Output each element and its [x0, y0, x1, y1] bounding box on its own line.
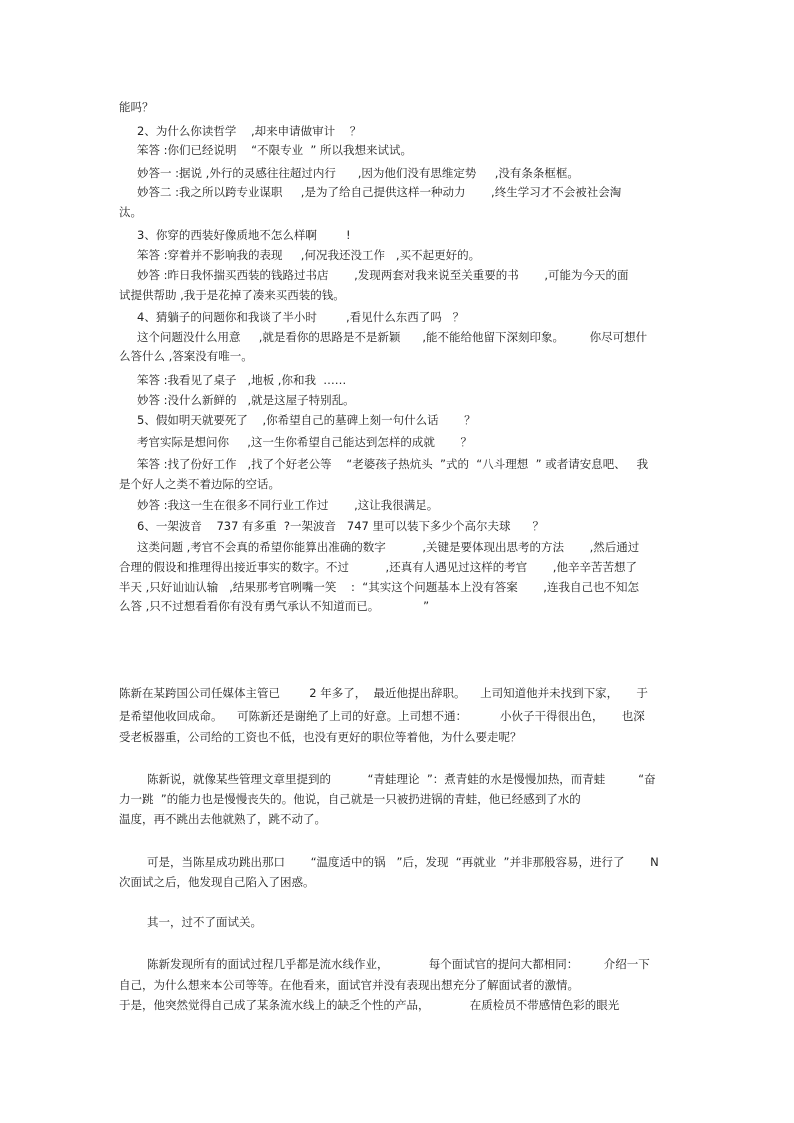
- answer-line: 么答 ,只不过想看看你有没有勇气承认不知道而已。 ”: [119, 599, 430, 613]
- answer-line: 么答什么 ,答案没有唯一。: [119, 349, 253, 363]
- question-heading: 3、你穿的西装好像质地不怎么样啊 !: [137, 228, 351, 242]
- paragraph-line: 陈新说，就像某些管理文章里提到的 “青蛙理论 ”：煮青蛙的水是慢慢加热，而青蛙 “奋: [147, 772, 656, 786]
- answer-line: 笨答 :我看见了桌子 ,地板 ,你和我 ……: [137, 373, 347, 387]
- answer-line: 妙答 :我这一生在很多不同行业工作过 ,这让我很满足。: [137, 498, 439, 512]
- paragraph-line: 陈新在某跨国公司任媒体主管已 2 年多了， 最近他提出辞职。 上司知道他并未找到下家， 于: [119, 686, 648, 700]
- answer-line: 妙答 :没什么新鲜的 ,就是这屋子特别乱。: [137, 393, 355, 407]
- answer-line: 妙答一 :据说 ,外行的灵感往往超过内行 ,因为他们没有思维定势 ,没有条条框框。: [137, 166, 579, 180]
- answer-line: 妙答 :昨日我怀揣买西装的钱路过书店 ,发现两套对我来说至关重要的书 ,可能为今天的面: [137, 268, 629, 282]
- question-heading: 2、为什么你读哲学 ,却来申请做审计 ？: [137, 124, 362, 138]
- answer-line: 这类问题 ,考官不会真的希望你能算出准确的数字 ,关键是要体现出思考的方法 ,然后通过: [137, 540, 640, 554]
- answer-line: 这个问题没什么用意 ,就是看你的思路是不是新颖 ,能不能给他留下深刻印象。 你尽可想什: [137, 330, 648, 344]
- answer-line: 考官实际是想问你 ,这一生你希望自己能达到怎样的成就 ？: [137, 435, 473, 449]
- section-heading: 其一，过不了面试关。: [147, 915, 262, 929]
- answer-line: 半天 ,只好讪讪认输 ,结果那考官咧嘴一笑 : “其实这个问题基本上没有答案 ,连我自己也不知怎: [119, 580, 639, 594]
- question-heading: 4、猜躺子的问题你和我谈了半小时 ,看见什么东西了吗 ？: [137, 310, 465, 324]
- question-heading: 5、假如明天就要死了 ,你希望自己的墓碑上刻一句什么话 ？: [137, 413, 476, 427]
- question-heading: 6、一架波音 737 有多重 ?一架波音 747 里可以装下多少个高尔夫球 ？: [137, 519, 544, 533]
- answer-line: 笨答 :找了份好工作 ,找了个好老公等 “老婆孩子热炕头 ”式的 “八斗理想 ” 或者请安息吧、 我: [137, 457, 649, 471]
- answer-line: 笨答 :你们已经说明 “不限专业 ” 所以我想来试试。: [137, 143, 413, 157]
- answer-line: 汰。: [119, 205, 142, 219]
- paragraph-line: 次面试之后，他发现自己陷入了困惑。: [119, 875, 315, 889]
- answer-line: 合理的假设和推理得出接近事实的数字。不过 ,还真有人遇见过这样的考官 ,他辛辛苦苦想了: [119, 560, 637, 574]
- paragraph-line: 是希望他收回成命。 可陈新还是谢绝了上司的好意。上司想不通： 小伙子干得很出色， 也深: [119, 709, 645, 723]
- answer-line: 是个好人之类不着边际的空话。: [119, 477, 280, 491]
- text-line: 能吗？: [119, 100, 154, 114]
- paragraph-line: 温度，再不跳出去他就熟了，跳不动了。: [119, 812, 326, 826]
- answer-line: 笨答 :穿着并不影响我的表现 ,何况我还没工作 ,买不起更好的。: [137, 248, 481, 262]
- paragraph-line: 自己，为什么想来本公司等等。在他看来，面试官并没有表现出想充分了解面试者的激情。: [119, 978, 579, 992]
- answer-line: 妙答二 :我之所以跨专业谋职 ,是为了给自己提供这样一种动力 ,终生学习才不会被社会淘: [137, 185, 622, 199]
- paragraph-line: 可是，当陈星成功跳出那口 “温度适中的锅 ”后，发现 “再就业 ”并非那般容易，进行了 N: [147, 855, 659, 869]
- paragraph-line: 陈新发现所有的面试过程几乎都是流水线作业， 每个面试官的提问大都相同： 介绍一下: [147, 957, 650, 971]
- paragraph-line: 受老板器重，公司给的工资也不低，也没有更好的职位等着他，为什么要走呢？: [119, 730, 522, 744]
- answer-line: 试提供帮助 ,我于是花掉了凑来买西装的钱。: [119, 288, 345, 302]
- paragraph-line: 于是，他突然觉得自己成了某条流水线上的缺乏个性的产品， 在质检员不带感情色彩的眼光: [119, 998, 620, 1012]
- paragraph-line: 力一跳 ”的能力也是慢慢丧失的。他说，自己就是一只被扔进锅的青蛙，他已经感到了水的: [119, 792, 581, 806]
